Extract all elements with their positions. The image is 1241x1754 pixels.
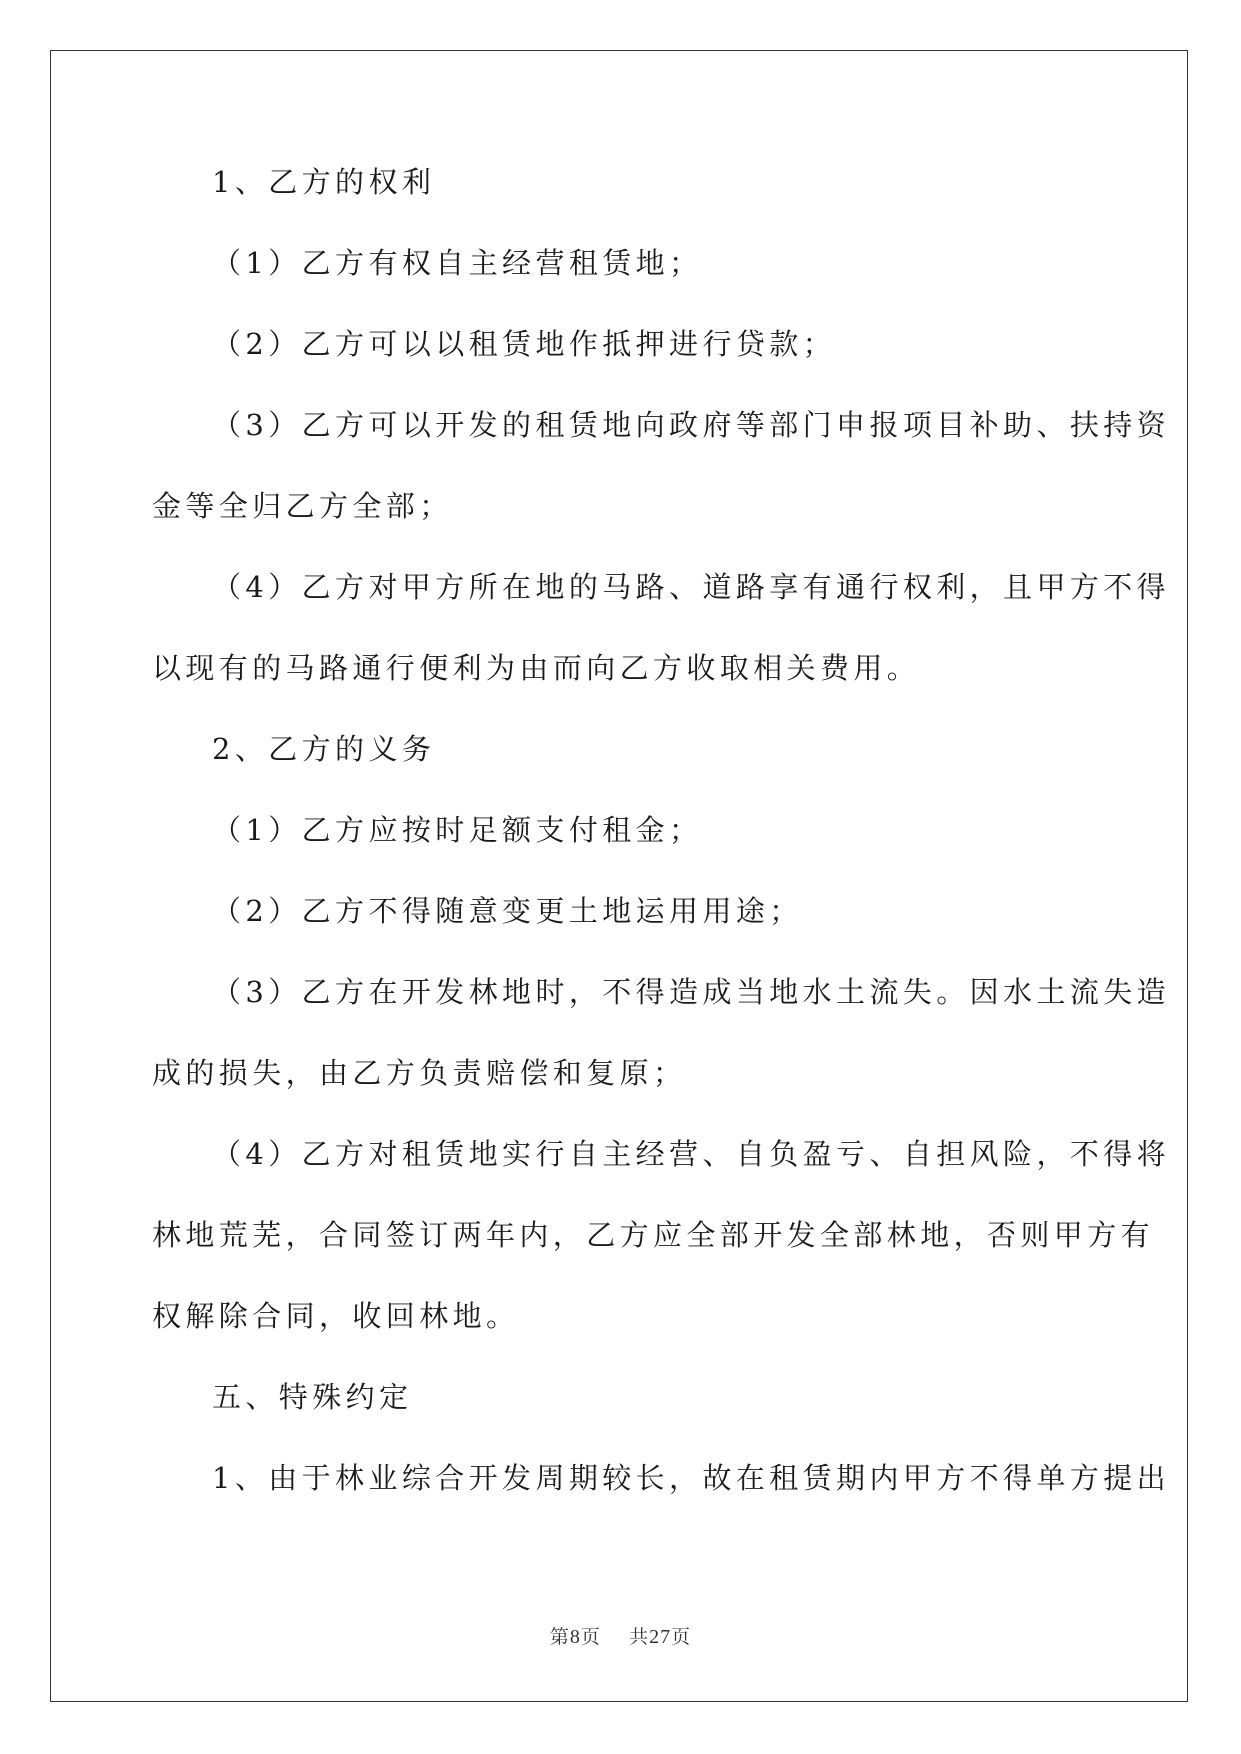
page-suffix: 页 (580, 1626, 601, 1648)
paragraph-line: （2）乙方不得随意变更土地运用用途； (212, 894, 803, 928)
paragraph-line: （1）乙方应按时足额支付租金； (212, 813, 703, 847)
total-suffix: 页 (671, 1626, 692, 1648)
paragraph-line: 1、由于林业综合开发周期较长，故在租赁期内甲方不得单方提出 (212, 1461, 1171, 1495)
paragraph-line: （3）乙方可以开发的租赁地向政府等部门申报项目补助、扶持资 (212, 408, 1171, 442)
paragraph-line: 以现有的马路通行便利为由而向乙方收取相关费用。 (152, 651, 921, 685)
page-number: 8 (569, 1626, 581, 1648)
paragraph-line: （1）乙方有权自主经营租赁地； (212, 246, 703, 280)
section-heading-obligations: 2、乙方的义务 (212, 732, 436, 766)
page-footer (0, 1622, 1241, 1649)
paragraph-line: 林地荒芜，合同签订两年内，乙方应全部开发全部林地，否则甲方有 (152, 1218, 1155, 1252)
total-prefix: 共 (629, 1626, 650, 1648)
section-heading-special: 五、特殊约定 (212, 1380, 413, 1414)
paragraph-line: （3）乙方在开发林地时，不得造成当地水土流失。因水土流失造 (212, 975, 1171, 1009)
paragraph-line: 金等全归乙方全部； (152, 489, 453, 523)
paragraph-line: （4）乙方对租赁地实行自主经营、自负盈亏、自担风险，不得将 (212, 1137, 1171, 1171)
paragraph-line: （4）乙方对甲方所在地的马路、道路享有通行权利，且甲方不得 (212, 570, 1171, 604)
paragraph-line: 成的损失，由乙方负责赔偿和复原； (152, 1056, 687, 1090)
paragraph-line: （2）乙方可以以租赁地作抵押进行贷款； (212, 327, 837, 361)
total-pages: 27 (649, 1626, 672, 1648)
section-heading-rights: 1、乙方的权利 (212, 165, 436, 199)
document-body (152, 162, 1171, 1498)
paragraph-line: 权解除合同，收回林地。 (152, 1299, 520, 1333)
page-prefix: 第 (549, 1626, 570, 1648)
